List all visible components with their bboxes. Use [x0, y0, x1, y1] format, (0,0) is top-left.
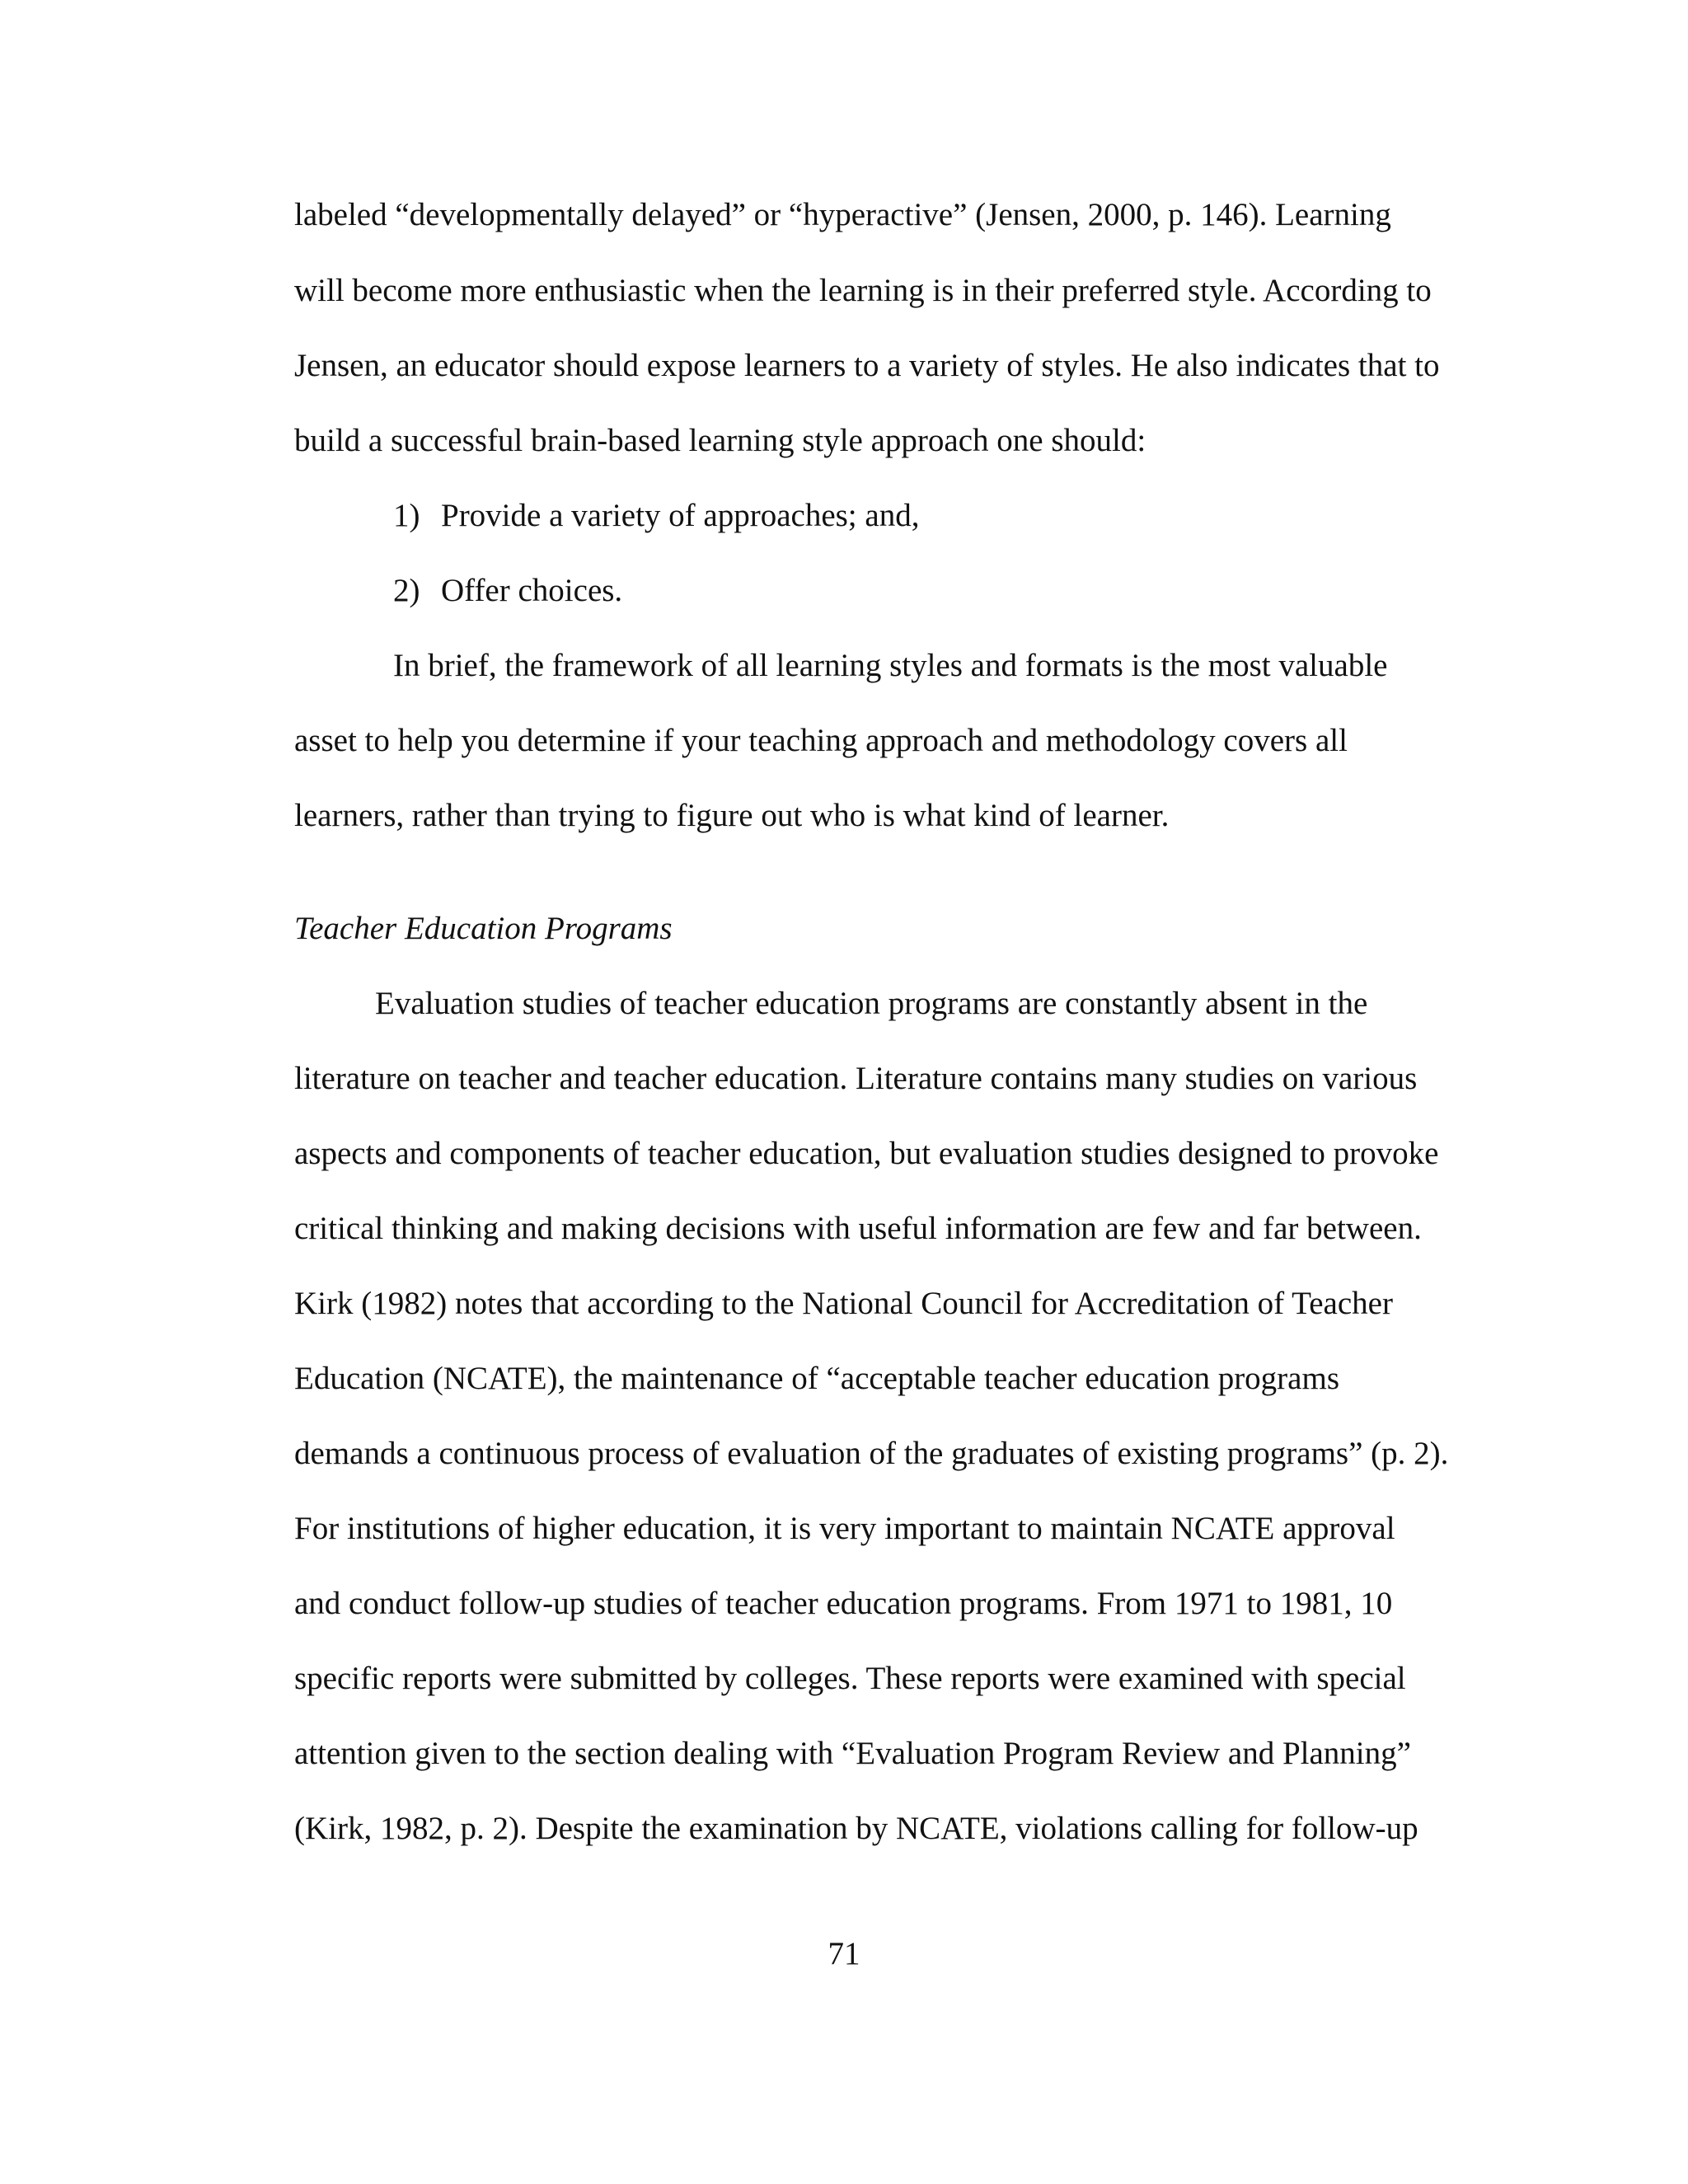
- list-number: 2): [393, 573, 420, 608]
- text-line: Jensen, an educator should expose learners to a variety of styles. He also indicates that to: [294, 348, 1440, 383]
- text-line: critical thinking and making decisions with useful information are few and far between.: [294, 1211, 1422, 1246]
- list-text: Offer choices.: [441, 573, 623, 608]
- list-text: Provide a variety of approaches; and,: [441, 498, 920, 533]
- list-item: [393, 497, 919, 535]
- text-line: build a successful brain-based learning style approach one should:: [294, 423, 1146, 458]
- text-line: aspects and components of teacher education, but evaluation studies designed to provoke: [294, 1136, 1439, 1171]
- text-line: will become more enthusiastic when the learning is in their preferred style. According to: [294, 273, 1432, 308]
- text-line: For institutions of higher education, it is very important to maintain NCATE approval: [294, 1511, 1395, 1546]
- section-heading: Teacher Education Programs: [294, 911, 673, 946]
- list-number: 1): [393, 498, 420, 533]
- paragraph-first-line: In brief, the framework of all learning styles and formats is the most valuable: [393, 648, 1388, 683]
- text-line: Kirk (1982) notes that according to the National Council for Accreditation of Teacher: [294, 1286, 1393, 1321]
- text-line: learners, rather than trying to figure out who is what kind of learner.: [294, 798, 1170, 833]
- page-number: 71: [828, 1936, 860, 1971]
- text-line: Education (NCATE), the maintenance of “acceptable teacher education programs: [294, 1361, 1339, 1396]
- paragraph-first-line: Evaluation studies of teacher education programs are constantly absent in the: [375, 986, 1368, 1021]
- text-line: specific reports were submitted by colleges. These reports were examined with special: [294, 1661, 1406, 1696]
- text-line: labeled “developmentally delayed” or “hyperactive” (Jensen, 2000, p. 146). Learning: [294, 197, 1391, 232]
- list-item: [393, 572, 622, 610]
- text-line: and conduct follow-up studies of teacher education programs. From 1971 to 1981, 10: [294, 1586, 1393, 1621]
- text-line: demands a continuous process of evaluation of the graduates of existing programs” (p. 2).: [294, 1436, 1449, 1471]
- text-line: (Kirk, 1982, p. 2). Despite the examination by NCATE, violations calling for follow-up: [294, 1811, 1418, 1846]
- text-line: literature on teacher and teacher education. Literature contains many studies on various: [294, 1061, 1418, 1096]
- text-line: asset to help you determine if your teaching approach and methodology covers all: [294, 723, 1348, 758]
- text-line: attention given to the section dealing with “Evaluation Program Review and Planning”: [294, 1736, 1411, 1771]
